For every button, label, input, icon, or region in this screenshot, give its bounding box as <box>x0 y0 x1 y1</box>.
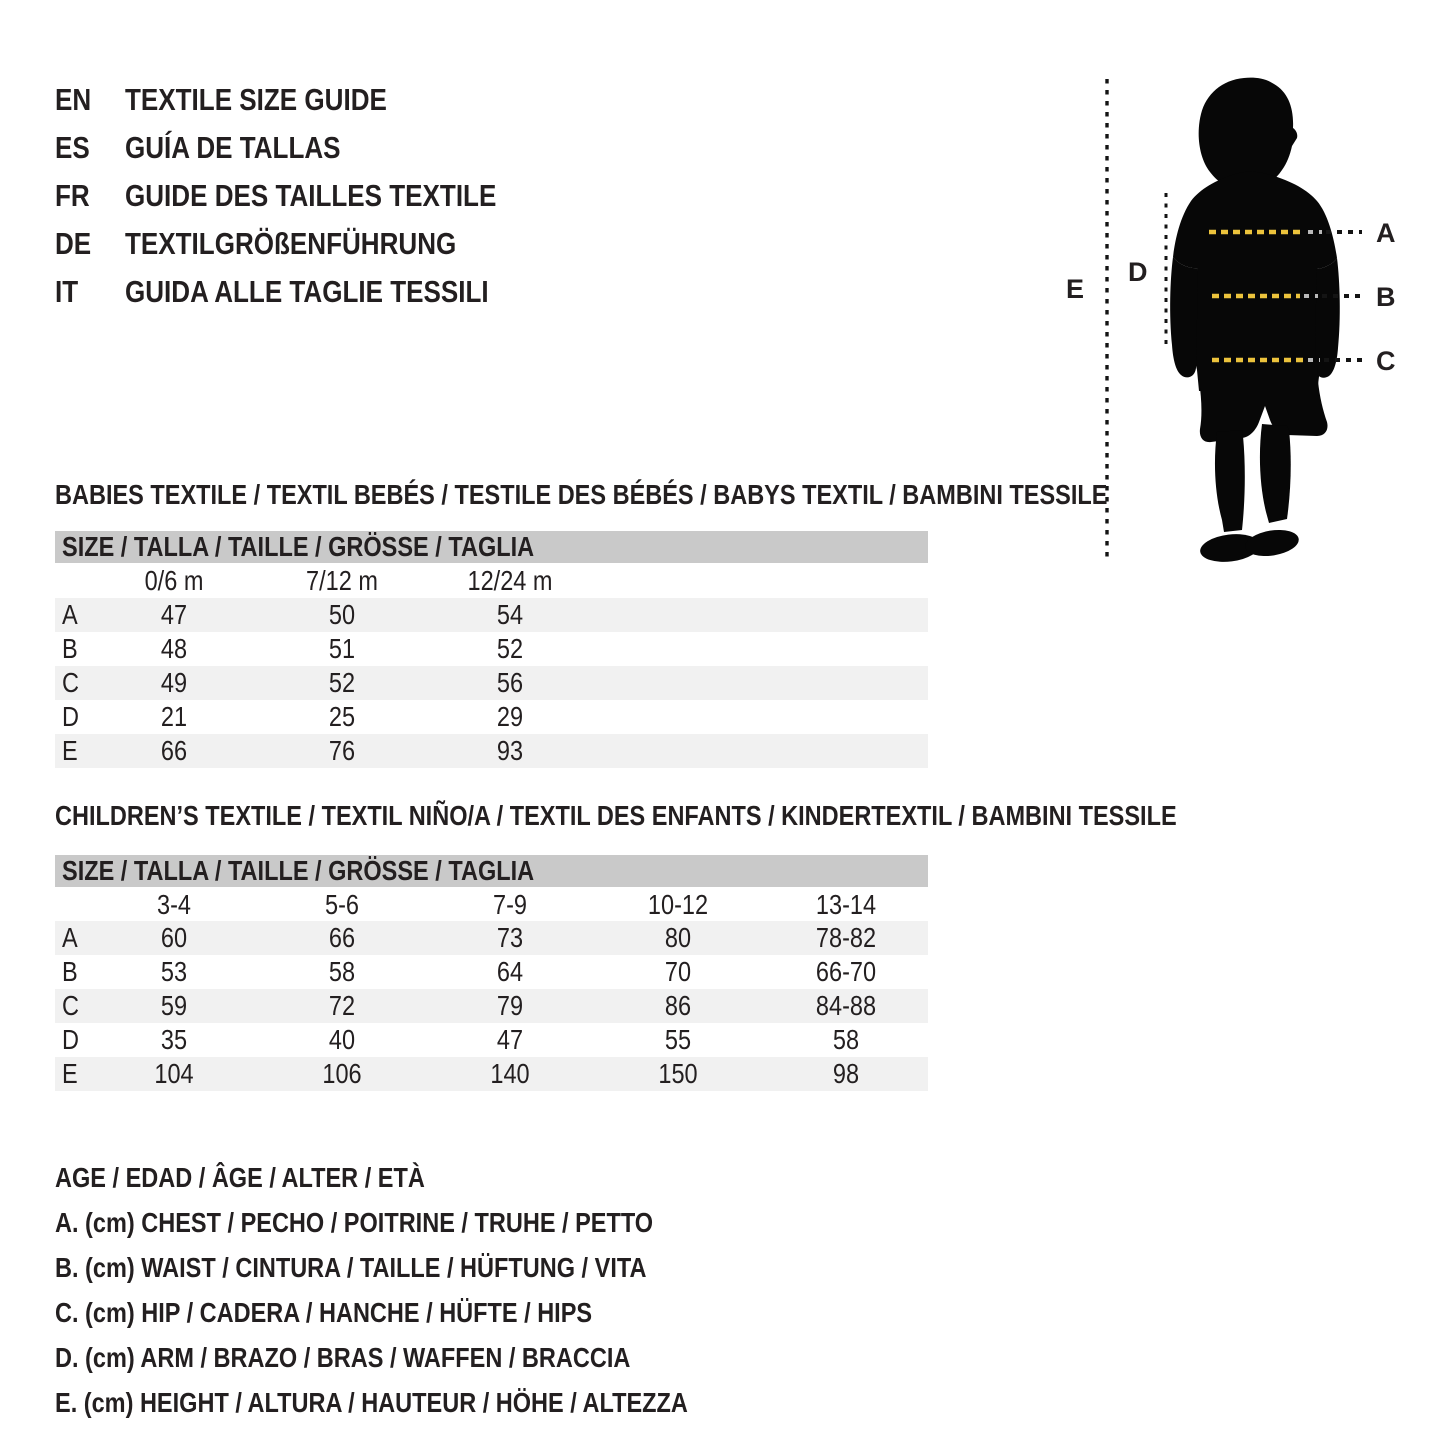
cell: 60 <box>160 922 188 953</box>
table-row <box>55 1023 928 1057</box>
children-section-heading <box>55 801 1390 831</box>
babies-section-heading <box>55 480 1308 510</box>
legend-height-line <box>55 1380 808 1425</box>
lang-title-it: GUIDA ALLE TAGLIE TESSILI <box>125 274 489 309</box>
table-row <box>55 921 928 955</box>
measurement-legend <box>55 1155 808 1425</box>
measurement-figure <box>1050 60 1445 590</box>
table-row <box>55 632 928 666</box>
row-label: E <box>62 1058 78 1089</box>
cell: 98 <box>832 1058 860 1089</box>
cell: 78-82 <box>815 922 877 953</box>
cell: 40 <box>328 1024 356 1055</box>
legend-waist-text: B. (cm) WAIST / CINTURA / TAILLE / HÜFTUNG / VITA <box>55 1252 647 1283</box>
cell: 53 <box>160 956 188 987</box>
lang-title-fr: GUIDE DES TAILLES TEXTILE <box>125 178 497 213</box>
babies-col-0-6m: 0/6 m <box>144 565 204 596</box>
legend-hip-text: C. (cm) HIP / CADERA / HANCHE / HÜFTE / HIPS <box>55 1297 593 1328</box>
children-heading-text: CHILDREN’S TEXTILE / TEXTIL NIÑO/A / TEXTIL DES ENFANTS / KINDERTEXTIL / BAMBINI TESSILE <box>55 800 1177 831</box>
cell: 66-70 <box>815 956 877 987</box>
children-col-13-14: 13-14 <box>815 889 877 920</box>
lang-row-it <box>55 268 695 316</box>
table-row <box>55 1057 928 1091</box>
marker-c-label: C <box>1376 346 1396 376</box>
lang-row-es <box>55 124 695 172</box>
lang-row-fr <box>55 172 695 220</box>
table-row <box>55 989 928 1023</box>
cell: 56 <box>496 667 524 698</box>
cell: 76 <box>328 735 356 766</box>
row-label: E <box>62 735 78 766</box>
lang-row-de <box>55 220 695 268</box>
marker-a-label: A <box>1376 218 1396 248</box>
lang-title-es: GUÍA DE TALLAS <box>125 130 341 165</box>
lang-code-it: IT <box>55 274 79 309</box>
marker-b-label: B <box>1376 282 1396 312</box>
cell: 54 <box>496 599 524 630</box>
lang-title-de: TEXTILGRÖßENFÜHRUNG <box>125 226 457 261</box>
cell: 106 <box>322 1058 362 1089</box>
cell: 80 <box>664 922 692 953</box>
children-table-body <box>55 921 928 1091</box>
row-label: A <box>62 599 78 630</box>
children-col-5-6: 5-6 <box>325 889 359 920</box>
cell: 52 <box>328 667 356 698</box>
legend-height-text: E. (cm) HEIGHT / ALTURA / HAUTEUR / HÖHE / ALTEZZA <box>55 1387 688 1418</box>
legend-chest-text: A. (cm) CHEST / PECHO / POITRINE / TRUHE / PETTO <box>55 1207 654 1238</box>
cell: 52 <box>496 633 524 664</box>
marker-e-label: E <box>1066 274 1085 304</box>
legend-hip-line <box>55 1290 808 1335</box>
babies-col-7-12m: 7/12 m <box>306 565 378 596</box>
babies-table-body <box>55 598 928 768</box>
legend-age-text: AGE / EDAD / ÂGE / ALTER / ETÀ <box>55 1162 425 1193</box>
lang-code-fr: FR <box>55 178 90 213</box>
table-row <box>55 955 928 989</box>
cell: 70 <box>664 956 692 987</box>
cell: 86 <box>664 990 692 1021</box>
legend-arm-line <box>55 1335 808 1380</box>
cell: 104 <box>154 1058 194 1089</box>
babies-size-header-bar <box>55 531 928 563</box>
cell: 73 <box>496 922 524 953</box>
legend-arm-text: D. (cm) ARM / BRAZO / BRAS / WAFFEN / BRACCIA <box>55 1342 631 1373</box>
cell: 79 <box>496 990 524 1021</box>
cell: 150 <box>658 1058 698 1089</box>
children-col-10-12: 10-12 <box>647 889 709 920</box>
lang-code-de: DE <box>55 226 92 261</box>
lang-code-es: ES <box>55 130 90 165</box>
marker-d-label: D <box>1128 257 1148 287</box>
cell: 66 <box>328 922 356 953</box>
legend-age-line <box>55 1155 808 1200</box>
row-label: B <box>62 956 78 987</box>
babies-size-header-text: SIZE / TALLA / TAILLE / GRÖSSE / TAGLIA <box>62 531 535 562</box>
cell: 25 <box>328 701 356 732</box>
row-label: D <box>62 1024 79 1055</box>
cell: 51 <box>328 633 356 664</box>
cell: 49 <box>160 667 188 698</box>
cell: 58 <box>328 956 356 987</box>
cell: 29 <box>496 701 524 732</box>
cell: 84-88 <box>815 990 877 1021</box>
row-label: B <box>62 633 78 664</box>
table-row <box>55 734 928 768</box>
cell: 66 <box>160 735 188 766</box>
legend-chest-line <box>55 1200 808 1245</box>
legend-waist-line <box>55 1245 808 1290</box>
cell: 55 <box>664 1024 692 1055</box>
cell: 72 <box>328 990 356 1021</box>
cell: 21 <box>160 701 188 732</box>
lang-title-en: TEXTILE SIZE GUIDE <box>125 82 387 117</box>
row-label: C <box>62 667 79 698</box>
children-col-3-4: 3-4 <box>157 889 191 920</box>
cell: 58 <box>832 1024 860 1055</box>
babies-col-12-24m: 12/24 m <box>467 565 553 596</box>
row-label: C <box>62 990 79 1021</box>
children-col-7-9: 7-9 <box>493 889 527 920</box>
table-row <box>55 666 928 700</box>
cell: 140 <box>490 1058 530 1089</box>
table-row <box>55 598 928 632</box>
cell: 47 <box>160 599 188 630</box>
children-size-header-bar <box>55 855 928 887</box>
child-silhouette-diagram <box>1050 60 1445 590</box>
cell: 64 <box>496 956 524 987</box>
table-row <box>55 700 928 734</box>
children-column-header-row <box>55 887 928 922</box>
cell: 93 <box>496 735 524 766</box>
babies-heading-text: BABIES TEXTILE / TEXTIL BEBÉS / TESTILE DES BÉBÉS / BABYS TEXTIL / BAMBINI TESSILE <box>55 479 1108 510</box>
cell: 47 <box>496 1024 524 1055</box>
cell: 35 <box>160 1024 188 1055</box>
children-size-header-text: SIZE / TALLA / TAILLE / GRÖSSE / TAGLIA <box>62 855 535 886</box>
cell: 50 <box>328 599 356 630</box>
cell: 59 <box>160 990 188 1021</box>
lang-row-en <box>55 76 695 124</box>
row-label: A <box>62 922 78 953</box>
lang-code-en: EN <box>55 82 92 117</box>
babies-column-header-row <box>55 563 928 598</box>
cell: 48 <box>160 633 188 664</box>
language-header <box>55 76 695 316</box>
row-label: D <box>62 701 79 732</box>
